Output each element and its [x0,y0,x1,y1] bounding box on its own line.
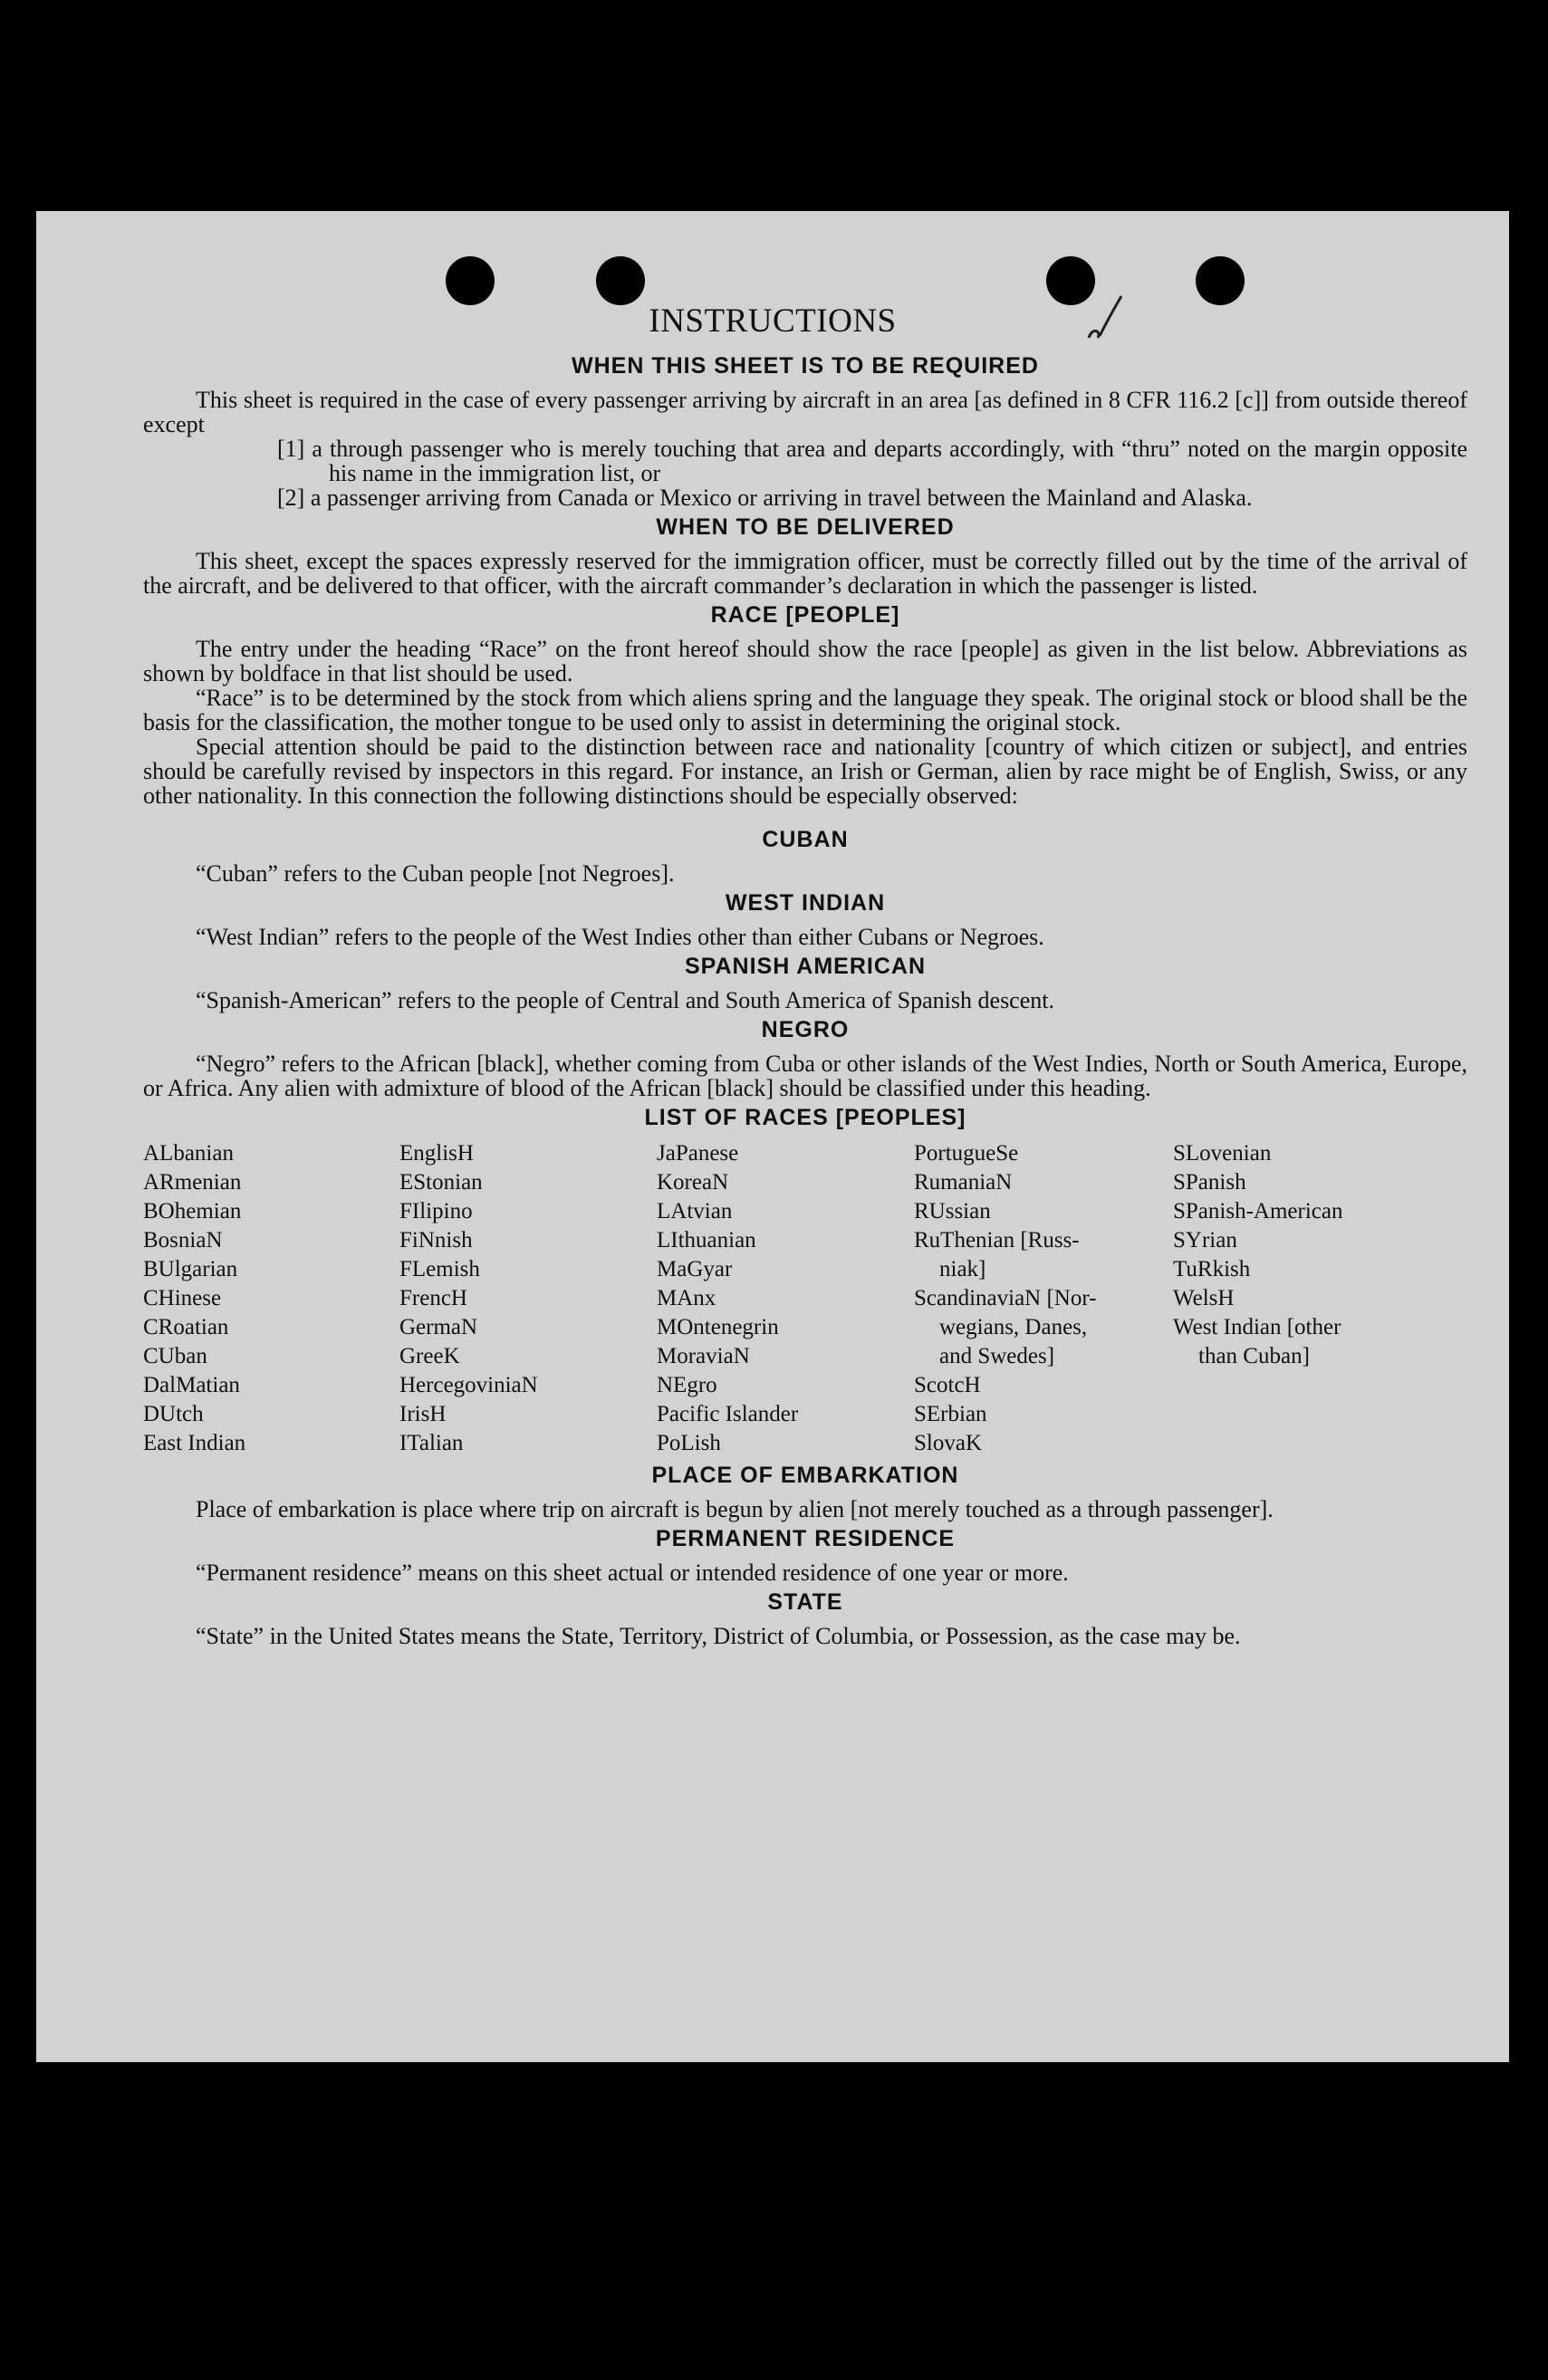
document-sheet [36,211,1509,2062]
section-heading-required: WHEN THIS SHEET IS TO BE REQUIRED [572,353,1039,379]
race-entry: MAnx [657,1286,716,1310]
race-entry: RuThenian [Russ- [914,1228,1080,1252]
race-entry: MOntenegrin [657,1315,779,1339]
race-entry: ScotcH [914,1373,981,1397]
spanish-american-text: “Spanish-American” refers to the people of Central and South America of Spanish descent. [196,987,1054,1013]
residence-text: “Permanent residence” means on this sheet actual or intended residence of one year or more. [196,1559,1069,1586]
race-column-2 [399,1139,657,1458]
race-entry: ITalian [399,1431,464,1455]
race-entry: niak] [939,1257,986,1281]
race-entry: SLovenian [1173,1141,1272,1166]
race-entry: HercegoviniaN [399,1373,538,1397]
race-entry: SYrian [1173,1228,1237,1252]
race-entry: LAtvian [657,1199,733,1224]
race-entry: BOhemian [143,1199,242,1224]
race-entry: BUlgarian [143,1257,238,1281]
race-entry: FLemish [399,1257,480,1281]
race-entry: CRoatian [143,1315,229,1339]
cuban-text: “Cuban” refers to the Cuban people [not Negroes]. [196,860,675,887]
race-column-4 [914,1139,1173,1458]
race-entry: PortugueSe [914,1141,1019,1166]
race-entry: SlovaK [914,1431,982,1455]
race-entry: PoLish [657,1431,721,1455]
punch-hole [1196,256,1245,305]
race-entry: wegians, Danes, [939,1315,1088,1339]
race-entry: LIthuanian [657,1228,756,1252]
race-entry: Pacific Islander [657,1402,799,1426]
race-entry: KoreaN [657,1170,729,1195]
required-item-1: [1] a through passenger who is merely touching that area and departs accordingly, with “thru” noted on the margin opposite his name in the immigration list, or [277,436,1467,486]
section-heading-race: RACE [PEOPLE] [710,602,900,628]
negro-text: “Negro” refers to the African [black], whether coming from Cuba or other islands of the West Indies, North or South America, Europe, or Africa. Any alien with admixture of blood of the African [black] should be classified under this heading. [143,1051,1467,1101]
section-heading-spanish-american: SPANISH AMERICAN [684,954,926,979]
race-paragraph-2: “Race” is to be determined by the stock from which aliens spring and the language they speak. The original stock or blood shall be the basis for the classification, the mother tongue to be used only to assist in determining the original stock. [143,685,1467,735]
race-entry: FIlipino [399,1199,473,1224]
race-entry: SPanish-American [1173,1199,1343,1224]
required-text: This sheet is required in the case of every passenger arriving by aircraft in an area [as defined in 8 CFR 116.2 [c]] from outside thereof except [143,387,1467,437]
race-entry: EStonian [399,1170,483,1195]
race-paragraph-3: Special attention should be paid to the distinction between race and nationality [country of which citizen or subject], and entries should be carefully revised by inspectors in this regard. For instance, an Irish or German, alien by race might be of English, Swiss, or any other nationality. In this connection the following distinctions should be especially observed: [143,734,1467,809]
embarkation-text: Place of embarkation is place where trip on aircraft is begun by alien [not merely touched as a through passenger]. [196,1496,1274,1522]
race-entry: DalMatian [143,1373,240,1397]
section-heading-cuban: CUBAN [762,827,849,852]
race-entry: than Cuban] [1198,1344,1310,1368]
race-entry: BosniaN [143,1228,223,1252]
race-entry: RUssian [914,1199,991,1224]
race-entry: MoraviaN [657,1344,750,1368]
section-heading-embarkation: PLACE OF EMBARKATION [651,1463,959,1488]
race-entry: ScandinaviaN [Nor- [914,1286,1097,1310]
race-entry: TuRkish [1173,1257,1251,1281]
race-entry: NEgro [657,1373,717,1397]
section-heading-list: LIST OF RACES [PEOPLES] [644,1105,966,1130]
instructions-body [143,349,1467,1648]
section-heading-state: STATE [767,1589,843,1615]
required-item-2: [2] a passenger arriving from Canada or Mexico or arriving in travel between the Mainland and Alaska. [277,485,1253,511]
race-entry: WelsH [1173,1286,1235,1310]
race-entry: JaPanese [657,1141,739,1166]
delivered-text: This sheet, except the spaces expressly reserved for the immigration officer, must be correctly filled out by the time of the arrival of the aircraft, and be delivered to that officer, with the aircraft commander’s declaration in which the passenger is listed. [143,548,1467,599]
section-heading-residence: PERMANENT RESIDENCE [655,1526,956,1551]
race-entry: DUtch [143,1402,204,1426]
race-entry: SErbian [914,1402,987,1426]
section-heading-delivered: WHEN TO BE DELIVERED [656,514,955,540]
race-entry: West Indian [other [1173,1315,1341,1339]
punch-hole [446,256,495,305]
race-entry: ARmenian [143,1170,242,1195]
race-entry: CUban [143,1344,207,1368]
race-paragraph-1: The entry under the heading “Race” on the front hereof should show the race [people] as given in the list below. Abbreviations as shown by boldface in that list should be used. [143,636,1467,686]
race-entry: EnglisH [399,1141,474,1166]
race-entry: FiNnish [399,1228,473,1252]
race-list [143,1139,1467,1458]
section-heading-west-indian: WEST INDIAN [725,890,886,916]
race-entry: FrencH [399,1286,467,1310]
race-entry: East Indian [143,1431,246,1455]
race-column-1 [143,1139,399,1458]
page-title: INSTRUCTIONS [649,302,897,340]
state-text: “State” in the United States means the State, Territory, District of Columbia, or Possession, as the case may be. [196,1623,1241,1649]
race-column-3 [657,1139,914,1458]
race-entry: CHinese [143,1286,222,1310]
race-entry: GreeK [399,1344,460,1368]
race-entry: MaGyar [657,1257,733,1281]
race-entry: RumaniaN [914,1170,1013,1195]
race-entry: and Swedes] [939,1344,1055,1368]
race-entry: IrisH [399,1402,447,1426]
race-column-5 [1173,1139,1463,1458]
punch-hole [596,256,645,305]
west-indian-text: “West Indian” refers to the people of the West Indies other than either Cubans or Negroes. [196,924,1044,950]
race-entry: ALbanian [143,1141,234,1166]
race-entry: SPanish [1173,1170,1246,1195]
race-entry: GermaN [399,1315,478,1339]
section-heading-negro: NEGRO [761,1017,850,1042]
